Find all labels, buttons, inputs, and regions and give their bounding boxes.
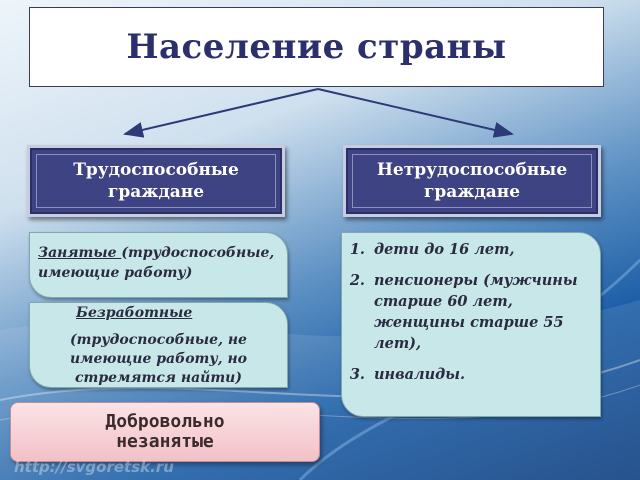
employed-head: Занятые <box>38 245 122 261</box>
employed-desc: (трудоспособные, имеющие работу) <box>38 245 275 281</box>
arrow-right <box>318 89 512 134</box>
able-label-line1: Трудоспособные <box>73 160 239 180</box>
voluntary-unemployed-box <box>10 402 320 462</box>
arrow-left <box>125 89 318 134</box>
voluntary-line1: Добровольно <box>105 411 225 432</box>
unable-list-note <box>341 232 601 417</box>
unemployed-head: Безработные <box>76 305 193 321</box>
unable-label-line2: граждане <box>423 182 521 202</box>
able-label-line2: граждане <box>107 182 205 202</box>
watermark: http://svgoretsk.ru <box>14 458 174 476</box>
employed-note <box>29 232 288 298</box>
unemployed-note <box>29 302 288 388</box>
unemployed-desc: (трудоспособные, не имеющие работу, но стремятся найти) <box>69 332 248 386</box>
unable-label-line1: Нетрудоспособные <box>376 160 568 180</box>
voluntary-line2: незанятые <box>116 431 214 452</box>
list-item: 3. инвалиды. <box>370 364 592 385</box>
unable-citizens-box <box>343 145 601 217</box>
list-item: 1. дети до 16 лет, <box>370 239 592 260</box>
page-title: Население страны <box>126 27 507 67</box>
able-citizens-box <box>27 145 285 217</box>
list-item: 2. пенсионеры (мужчины старше 60 лет, женщины старше 55 лет), <box>370 270 592 354</box>
unable-list <box>348 239 592 385</box>
